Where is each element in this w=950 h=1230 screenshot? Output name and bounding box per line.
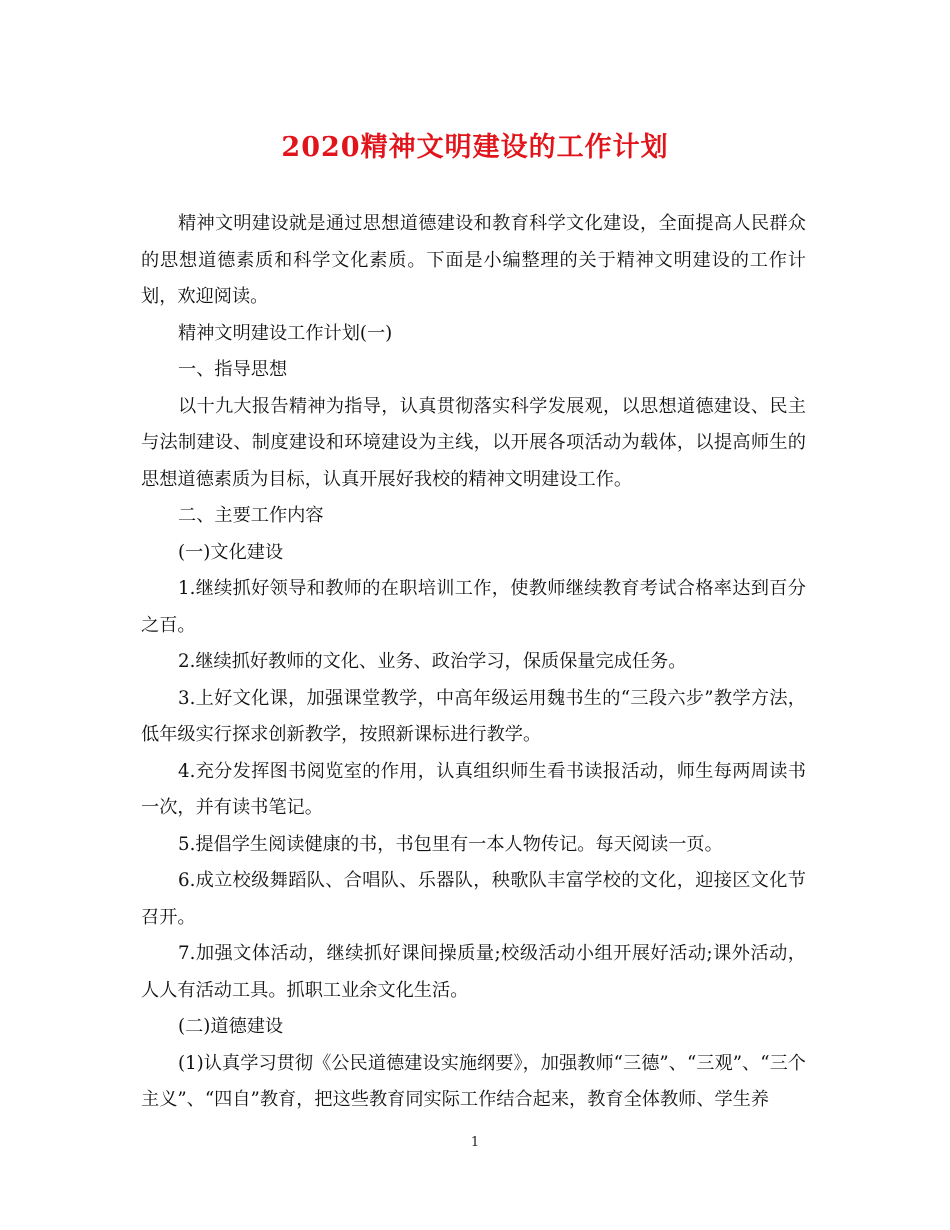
intro-paragraph: 精神文明建设就是通过思想道德建设和教育科学文化建设，全面提高人民群众的思想道德素质和科学文化素质。下面是小编整理的关于精神文明建设的工作计划，欢迎阅读。: [141, 213, 806, 307]
culture-item-7: 7.加强文体活动，继续抓好课间操质量;校级活动小组开展好活动;课外活动，人人有活动工具。抓职工业余文化生活。: [141, 943, 806, 1001]
culture-item-5: 5.提倡学生阅读健康的书，书包里有一本人物传记。每天阅读一页。: [178, 833, 723, 855]
culture-item-4: 4.充分发挥图书阅览室的作用，认真组织师生看书读报活动，师生每两周读书一次，并有读书笔记。: [141, 760, 806, 818]
section-heading-guiding-thought: 一、指导思想: [178, 359, 288, 380]
document-body: [141, 206, 806, 1119]
document-title: 2020精神文明建设的工作计划: [281, 132, 669, 163]
culture-item-1: 1.继续抓好领导和教师的在职培训工作，使教师继续教育考试合格率达到百分之百。: [141, 578, 806, 636]
page-number: 1: [470, 1135, 480, 1150]
plan-heading: 精神文明建设工作计划(一): [178, 322, 393, 344]
culture-item-6: 6.成立校级舞蹈队、合唱队、乐器队，秧歌队丰富学校的文化，迎接区文化节召开。: [141, 870, 806, 928]
subsection-heading-morality: (二)道德建设: [178, 1016, 284, 1037]
culture-item-2: 2.继续抓好教师的文化、业务、政治学习，保质保量完成任务。: [178, 651, 687, 672]
subsection-heading-culture: (一)文化建设: [178, 541, 284, 563]
guiding-thought-paragraph: 以十九大报告精神为指导，认真贯彻落实科学发展观，以思想道德建设、民主与法制建设、制度建设和环境建设为主线，以开展各项活动为载体，以提高师生的思想道德素质为目标，认真开展好我校的精神文明建设工作。: [141, 395, 806, 490]
culture-item-3: 3.上好文化课，加强课堂教学，中高年级运用魏书生的“三段六步”教学方法，低年级实行探求创新教学，按照新课标进行教学。: [141, 687, 806, 745]
section-heading-main-work: 二、主要工作内容: [178, 505, 324, 526]
morality-item-1: (1)认真学习贯彻《公民道德建设实施纲要》，加强教师“三德”、“三观”、“三个主义”、“四自”教育，把这些教育同实际工作结合起来，教育全体教师、学生养: [141, 1052, 806, 1110]
